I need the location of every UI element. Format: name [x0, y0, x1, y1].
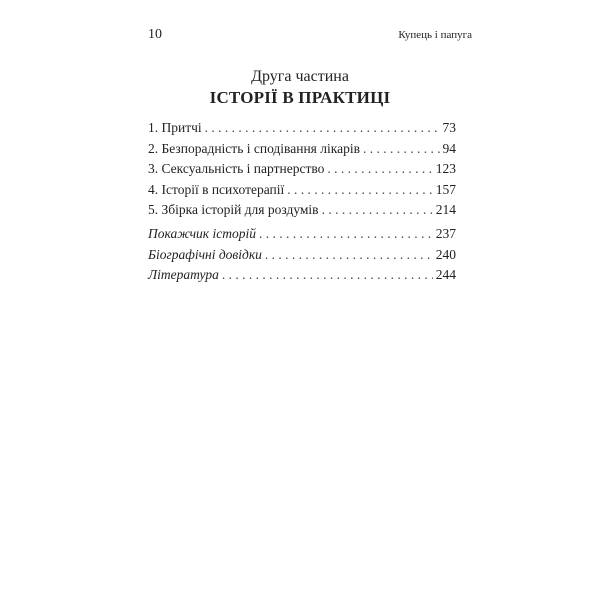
toc-entry: [148, 226, 456, 247]
toc-entry: [148, 247, 456, 268]
dot-leader: [363, 141, 440, 157]
toc-entry: [148, 202, 456, 223]
page-number: 10: [148, 27, 162, 42]
toc-entry-page: 214: [435, 202, 456, 217]
toc-entry-label: 3. Сексуальність і партнерство: [148, 161, 325, 176]
toc-entry-page: 244: [435, 267, 456, 282]
toc-entry-label: Література: [148, 267, 219, 282]
dot-leader: [222, 267, 433, 283]
part-heading: ІСТОРІЇ В ПРАКТИЦІ: [209, 88, 391, 107]
toc-entry: [148, 120, 456, 141]
toc-entry: [148, 267, 456, 288]
running-title: Купець і папуга: [398, 29, 472, 41]
dot-leader: [322, 202, 433, 218]
toc-entry-page: 73: [442, 120, 456, 135]
dot-leader: [205, 120, 440, 136]
toc-entry-page: 240: [435, 246, 456, 262]
toc-entry-label: 1. Притчі: [148, 120, 202, 135]
toc-entry-label: Біографічні довідки: [148, 246, 262, 262]
toc-entry-label: Покажчик історій: [148, 226, 256, 241]
toc-entry-label: 4. Історії в психотерапії: [148, 181, 285, 197]
dot-leader: [287, 182, 432, 198]
table-of-contents-chapters: [148, 120, 456, 223]
toc-entry-label: 5. Збірка історій для роздумів: [148, 202, 319, 217]
toc-entry-label: 2. Безпорадність і сподівання лікарів: [148, 140, 360, 156]
toc-entry-page: 123: [435, 161, 456, 176]
toc-entry-page: 94: [442, 140, 456, 156]
table-of-contents-appendix: [148, 226, 456, 288]
toc-entry: [148, 161, 456, 182]
toc-entry-page: 237: [435, 226, 456, 241]
dot-leader: [265, 247, 433, 263]
dot-leader: [327, 161, 432, 177]
part-title: Друга частина: [251, 68, 349, 85]
toc-entry: [148, 182, 456, 203]
toc-entry: [148, 141, 456, 162]
toc-entry-page: 157: [435, 181, 456, 197]
dot-leader: [259, 226, 433, 242]
